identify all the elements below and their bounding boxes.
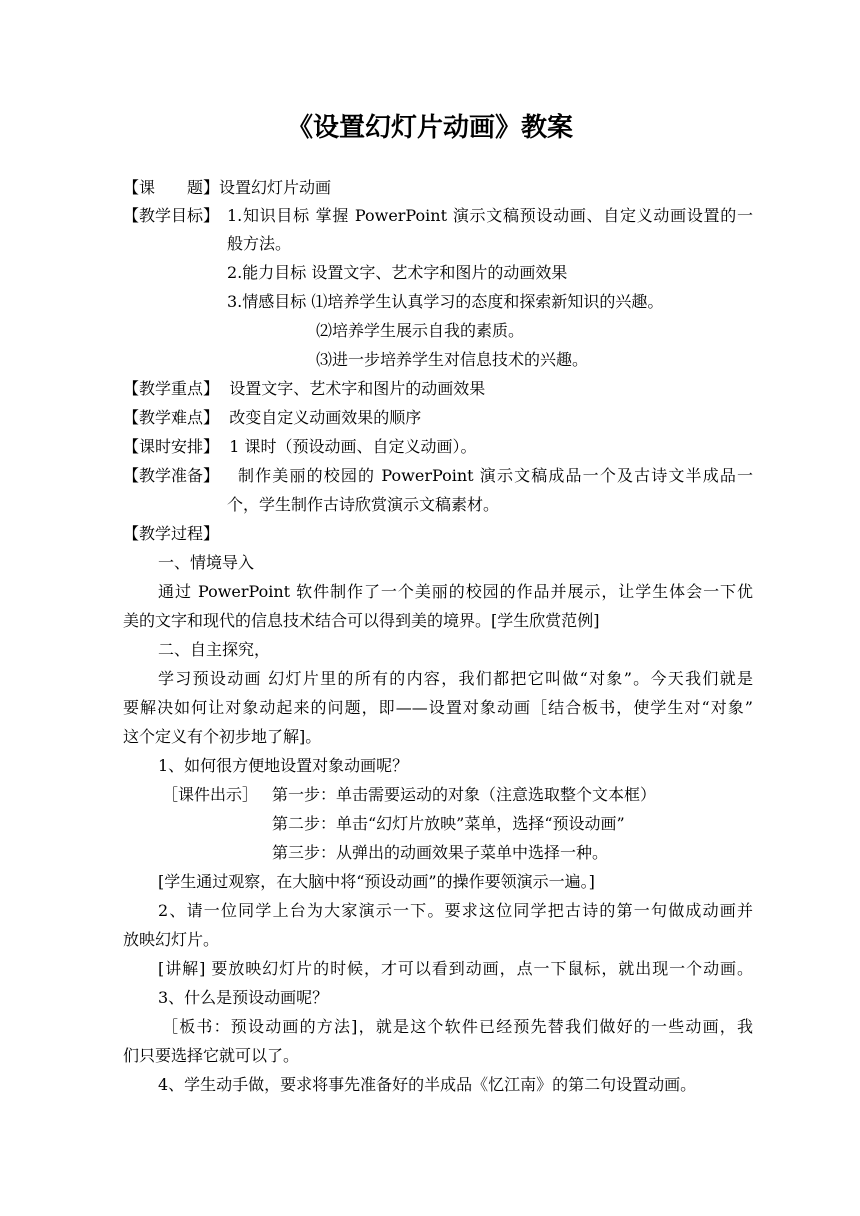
question-1: 1、如何很方便地设置对象动画呢？ [158,756,409,775]
courseware-label: ［课件出示］ [162,785,259,804]
process-label: 【教学过程】 [123,524,220,543]
section-1-heading: 一、情境导入 [158,553,255,572]
prep-line-2: 个，学生制作古诗欣赏演示文稿素材。 [227,495,500,514]
document-title: 《设置幻灯片动画》教案 [286,113,573,143]
key-row [123,379,485,399]
difficulty-row [123,408,421,428]
prep-line-1: 制作美丽的校园的 PowerPoint 演示文稿成品一个及古诗文半成品一 [238,466,753,485]
question-3: 3、什么是预设动画呢？ [158,988,329,1007]
time-label: 【课时安排】 [123,437,220,456]
goal-1-line-2: 般方法。 [227,234,292,253]
goal-3-item-3: ⑶进一步培养学生对信息技术的兴趣。 [316,350,589,369]
time-value: 1 课时（预设动画、自定义动画）。 [229,437,477,456]
difficulty-value: 改变自定义动画效果的顺序 [229,408,422,427]
topic-row [123,178,331,198]
topic-label: 【课 题】 [123,178,220,197]
question-4: 4、学生动手做，要求将事先准备好的半成品《忆江南》的第二句设置动画。 [158,1075,697,1094]
goal-1-line-1: 1.知识目标 掌握 PowerPoint 演示文稿预设动画、自定义动画设置的一 [227,206,753,225]
goal-3-head: 3.情感目标 ⑴培养学生认真学习的态度和探索新知识的兴趣。 [227,292,664,311]
key-label: 【教学重点】 [123,379,220,398]
time-row [123,437,476,457]
explanation: [讲解] 要放映幻灯片的时候，才可以看到动画，点一下鼠标，就出现一个动画。 [158,959,753,978]
prep-label: 【教学准备】 [123,466,220,485]
goal-3-item-2: ⑵培养学生展示自我的素质。 [316,321,525,340]
goals-label: 【教学目标】 [123,206,220,225]
goal-2: 2.能力目标 设置文字、艺术字和图片的动画效果 [227,263,568,282]
section-2-para-line-2: 要解决如何让对象动起来的问题，即——设置对象动画［结合板书，使学生对“对象” [123,698,753,717]
section-1-para-line-2: 美的文字和现代的信息技术结合可以得到美的境界。[学生欣赏范例] [123,611,600,630]
topic-value: 设置幻灯片动画 [219,178,332,197]
board-line-2: 们只要选择它就可以了。 [123,1046,300,1065]
difficulty-label: 【教学难点】 [123,408,220,427]
section-2-heading: 二、自主探究， [158,640,271,659]
question-2-line-1: 2、请一位同学上台为大家演示一下。要求这位同学把古诗的第一句做成动画并 [158,901,753,920]
section-2-para-line-3: 这个定义有个初步地了解]。 [123,727,322,746]
section-1-para-line-1: 通过 PowerPoint 软件制作了一个美丽的校园的作品并展示，让学生体会一下优 [158,582,753,601]
step-2: 第二步：单击“幻灯片放映”菜单，选择“预设动画” [272,814,625,833]
key-value: 设置文字、艺术字和图片的动画效果 [229,379,486,398]
step-3: 第三步：从弹出的动画效果子菜单中选择一种。 [272,843,609,862]
board-line-1: ［板书：预设动画的方法]，就是这个软件已经预先替我们做好的一些动画，我 [162,1017,753,1036]
observation-note: [学生通过观察，在大脑中将“预设动画”的操作要领演示一遍。] [158,872,595,891]
section-2-para-line-1: 学习预设动画 幻灯片里的所有的内容，我们都把它叫做“对象”。今天我们就是 [158,669,753,688]
question-2-line-2: 放映幻灯片。 [123,930,220,949]
step-1: 第一步：单击需要运动的对象（注意选取整个文本框） [272,785,657,804]
